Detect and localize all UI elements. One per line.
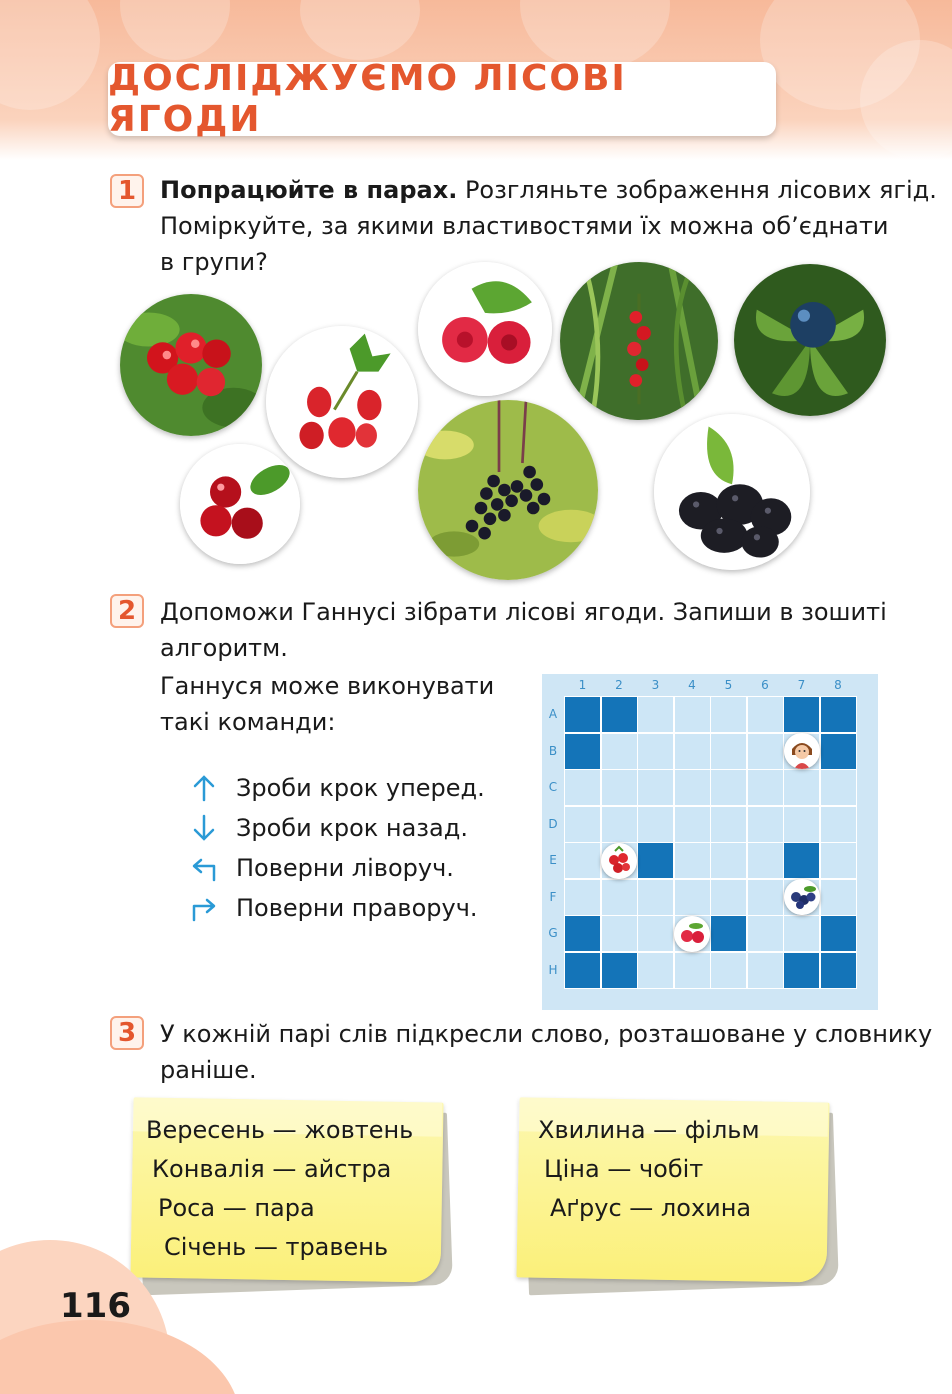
task-1-bold-intro: Попрацюйте в парах. bbox=[160, 176, 458, 204]
grid-column-label: 4 bbox=[688, 678, 696, 692]
grid-cell-b1 bbox=[564, 733, 601, 770]
berry-photo-blackberry bbox=[654, 414, 810, 570]
task-1-number: 1 bbox=[110, 174, 144, 208]
honeysuckle-red-berries-icon bbox=[120, 294, 262, 436]
grid-cell-g7 bbox=[783, 915, 820, 952]
decor-bubble bbox=[0, 0, 100, 110]
blackberry-icon bbox=[654, 414, 810, 570]
grid-cell-c8 bbox=[820, 769, 857, 806]
turn-right-icon bbox=[188, 892, 220, 924]
grid-cell-c2 bbox=[601, 769, 638, 806]
grid-cell-f8 bbox=[820, 879, 857, 916]
grid-cell-e3 bbox=[637, 842, 674, 879]
word-pair: Січень — травень bbox=[164, 1233, 389, 1261]
raspberry-icon bbox=[418, 262, 552, 396]
grid-cell-e6 bbox=[747, 842, 784, 879]
grid-cell-b2 bbox=[601, 733, 638, 770]
grid-cell-h4 bbox=[674, 952, 711, 989]
berry-photo-herb-paris bbox=[734, 264, 886, 416]
grid-cell-a7 bbox=[783, 696, 820, 733]
grid-cell-c7 bbox=[783, 769, 820, 806]
arrow-up-icon bbox=[188, 772, 220, 804]
command-item bbox=[188, 808, 508, 848]
grid-cell-h2 bbox=[601, 952, 638, 989]
grid-cell-g3 bbox=[637, 915, 674, 952]
grid-row-label: F bbox=[549, 889, 557, 904]
grid-cell-a8 bbox=[820, 696, 857, 733]
grid-row-label: G bbox=[548, 926, 558, 940]
berry-photo-lily-of-the-valley bbox=[560, 262, 718, 420]
command-label: Поверни праворуч. bbox=[236, 894, 478, 922]
page-title: ДОСЛІДЖУЄМО ЛІСОВІ ЯГОДИ bbox=[108, 58, 627, 140]
grid-cell-b4 bbox=[674, 733, 711, 770]
grid-row-label: E bbox=[549, 853, 557, 867]
strawberry-icon bbox=[601, 843, 637, 879]
grid-cell-a6 bbox=[747, 696, 784, 733]
grid-cell-e8 bbox=[820, 842, 857, 879]
grid-cell-f1 bbox=[564, 879, 601, 916]
grid-cell-f3 bbox=[637, 879, 674, 916]
grid-cell-g5 bbox=[710, 915, 747, 952]
grid-cell-a3 bbox=[637, 696, 674, 733]
grid-cell-d6 bbox=[747, 806, 784, 843]
task-1-text bbox=[160, 172, 937, 280]
commands-intro-line-1: Ганнуся може виконувати bbox=[160, 672, 495, 700]
grid-column-label: 7 bbox=[797, 678, 806, 692]
commands-intro-line-2: такі команди: bbox=[160, 708, 336, 736]
grid-cell-c3 bbox=[637, 769, 674, 806]
grid-cell-a5 bbox=[710, 696, 747, 733]
berry-photo-raspberry bbox=[418, 262, 552, 396]
grid-cell-b3 bbox=[637, 733, 674, 770]
arrow-down-icon bbox=[188, 812, 220, 844]
word-pair: Хвилина — фільм bbox=[538, 1116, 760, 1144]
task-1-line-2: Поміркуйте, за якими властивостями їх можна об’єднати bbox=[160, 212, 889, 240]
berry-photo-honeysuckle bbox=[120, 294, 262, 436]
grid-cell-g2 bbox=[601, 915, 638, 952]
grid-cell-h1 bbox=[564, 952, 601, 989]
commands-intro bbox=[160, 668, 520, 740]
decor-bubble bbox=[120, 0, 230, 60]
grid-cell-g1 bbox=[564, 915, 601, 952]
grid-cell-a2 bbox=[601, 696, 638, 733]
grid-cell-f4 bbox=[674, 879, 711, 916]
grid-row-label: C bbox=[548, 780, 558, 794]
decor-bubble bbox=[300, 0, 420, 60]
grid-cell-g6 bbox=[747, 915, 784, 952]
title-box bbox=[108, 58, 776, 140]
grid-row-label: B bbox=[548, 743, 558, 758]
elderberry-icon bbox=[418, 400, 598, 580]
grid-cell-d7 bbox=[783, 806, 820, 843]
grid-cell-d1 bbox=[564, 806, 601, 843]
raspberry-icon bbox=[674, 916, 710, 952]
grid-column-label: 1 bbox=[578, 678, 587, 692]
blueberry-icon bbox=[784, 879, 820, 915]
grid-cell-b6 bbox=[747, 733, 784, 770]
grid-cell-e1 bbox=[564, 842, 601, 879]
grid-row-label: H bbox=[548, 962, 558, 977]
grid-cell-h3 bbox=[637, 952, 674, 989]
grid-cell-a1 bbox=[564, 696, 601, 733]
lily-of-the-valley-berries-icon bbox=[560, 262, 718, 420]
grid-column-label: 2 bbox=[615, 678, 623, 692]
sticky-note-left bbox=[132, 1100, 452, 1290]
grid-cell-d4 bbox=[674, 806, 711, 843]
command-item bbox=[188, 848, 508, 888]
grid-cell-h7 bbox=[783, 952, 820, 989]
command-item bbox=[188, 768, 508, 808]
grid-cell-a4 bbox=[674, 696, 711, 733]
word-pair: Аґрус — лохина bbox=[550, 1194, 752, 1222]
task-1-line-3: в групи? bbox=[160, 248, 268, 276]
berry-photo-elderberry bbox=[418, 400, 598, 580]
grid-cell-d8 bbox=[820, 806, 857, 843]
cranberry-icon bbox=[180, 444, 300, 564]
word-pair: Конвалія — айстра bbox=[152, 1155, 392, 1183]
grid-row-label: D bbox=[548, 816, 558, 831]
command-label: Зроби крок назад. bbox=[236, 814, 468, 842]
grid-cell-h8 bbox=[820, 952, 857, 989]
grid-cell-c6 bbox=[747, 769, 784, 806]
command-label: Поверни ліворуч. bbox=[236, 854, 454, 882]
grid-row-label: A bbox=[548, 707, 558, 721]
grid-cell-f6 bbox=[747, 879, 784, 916]
word-pair: Роса — пара bbox=[158, 1194, 315, 1222]
word-pair: Ціна — чобіт bbox=[544, 1155, 704, 1183]
grid-cell-e4 bbox=[674, 842, 711, 879]
page-corner-decor bbox=[0, 1320, 240, 1394]
task-2-number: 2 bbox=[110, 594, 144, 628]
word-pair: Вересень — жовтень bbox=[146, 1116, 414, 1144]
herb-paris-berry-icon bbox=[734, 264, 886, 416]
task-3-line-2: раніше. bbox=[160, 1056, 257, 1084]
command-item bbox=[188, 888, 508, 928]
grid-cell-b8 bbox=[820, 733, 857, 770]
grid-cell-c5 bbox=[710, 769, 747, 806]
berry-photo-cranberry bbox=[180, 444, 300, 564]
grid-cell-b5 bbox=[710, 733, 747, 770]
grid-cell-d3 bbox=[637, 806, 674, 843]
grid-cell-d5 bbox=[710, 806, 747, 843]
page-number: 116 bbox=[60, 1286, 131, 1326]
task-2-line-1: Допоможи Ганнусі зібрати лісові ягоди. Запиши в зошиті bbox=[160, 598, 887, 626]
grid-cell-e5 bbox=[710, 842, 747, 879]
grid-column-label: 3 bbox=[651, 678, 660, 692]
turn-left-icon bbox=[188, 852, 220, 884]
task-3-text bbox=[160, 1016, 933, 1088]
grid-column-label: 6 bbox=[761, 678, 769, 692]
grid-cell-f2 bbox=[601, 879, 638, 916]
grid-column-label: 8 bbox=[834, 678, 842, 692]
grid-cell-c4 bbox=[674, 769, 711, 806]
grid-cell-f5 bbox=[710, 879, 747, 916]
task-2-line-2: алгоритм. bbox=[160, 634, 288, 662]
task-3-number: 3 bbox=[110, 1016, 144, 1050]
navigation-grid bbox=[542, 674, 878, 1010]
command-list bbox=[188, 768, 508, 928]
grid-cell-h5 bbox=[710, 952, 747, 989]
grid-cell-g8 bbox=[820, 915, 857, 952]
task-1-line-1-rest: Розгляньте зображення лісових ягід. bbox=[457, 176, 937, 204]
grid-cell-d2 bbox=[601, 806, 638, 843]
berry-photo-wild-strawberry bbox=[266, 326, 418, 478]
wild-strawberry-icon bbox=[266, 326, 418, 478]
grid-cell-c1 bbox=[564, 769, 601, 806]
grid-column-label: 5 bbox=[724, 678, 733, 692]
task-2-text bbox=[160, 594, 887, 666]
command-label: Зроби крок уперед. bbox=[236, 774, 485, 802]
task-3-line-1: У кожній парі слів підкресли слово, розташоване у словнику bbox=[160, 1020, 933, 1048]
girl-icon bbox=[784, 733, 820, 769]
task-1-line-1 bbox=[160, 172, 937, 208]
grid-cell-h6 bbox=[747, 952, 784, 989]
sticky-note-right bbox=[518, 1100, 838, 1290]
grid-cell-e7 bbox=[783, 842, 820, 879]
